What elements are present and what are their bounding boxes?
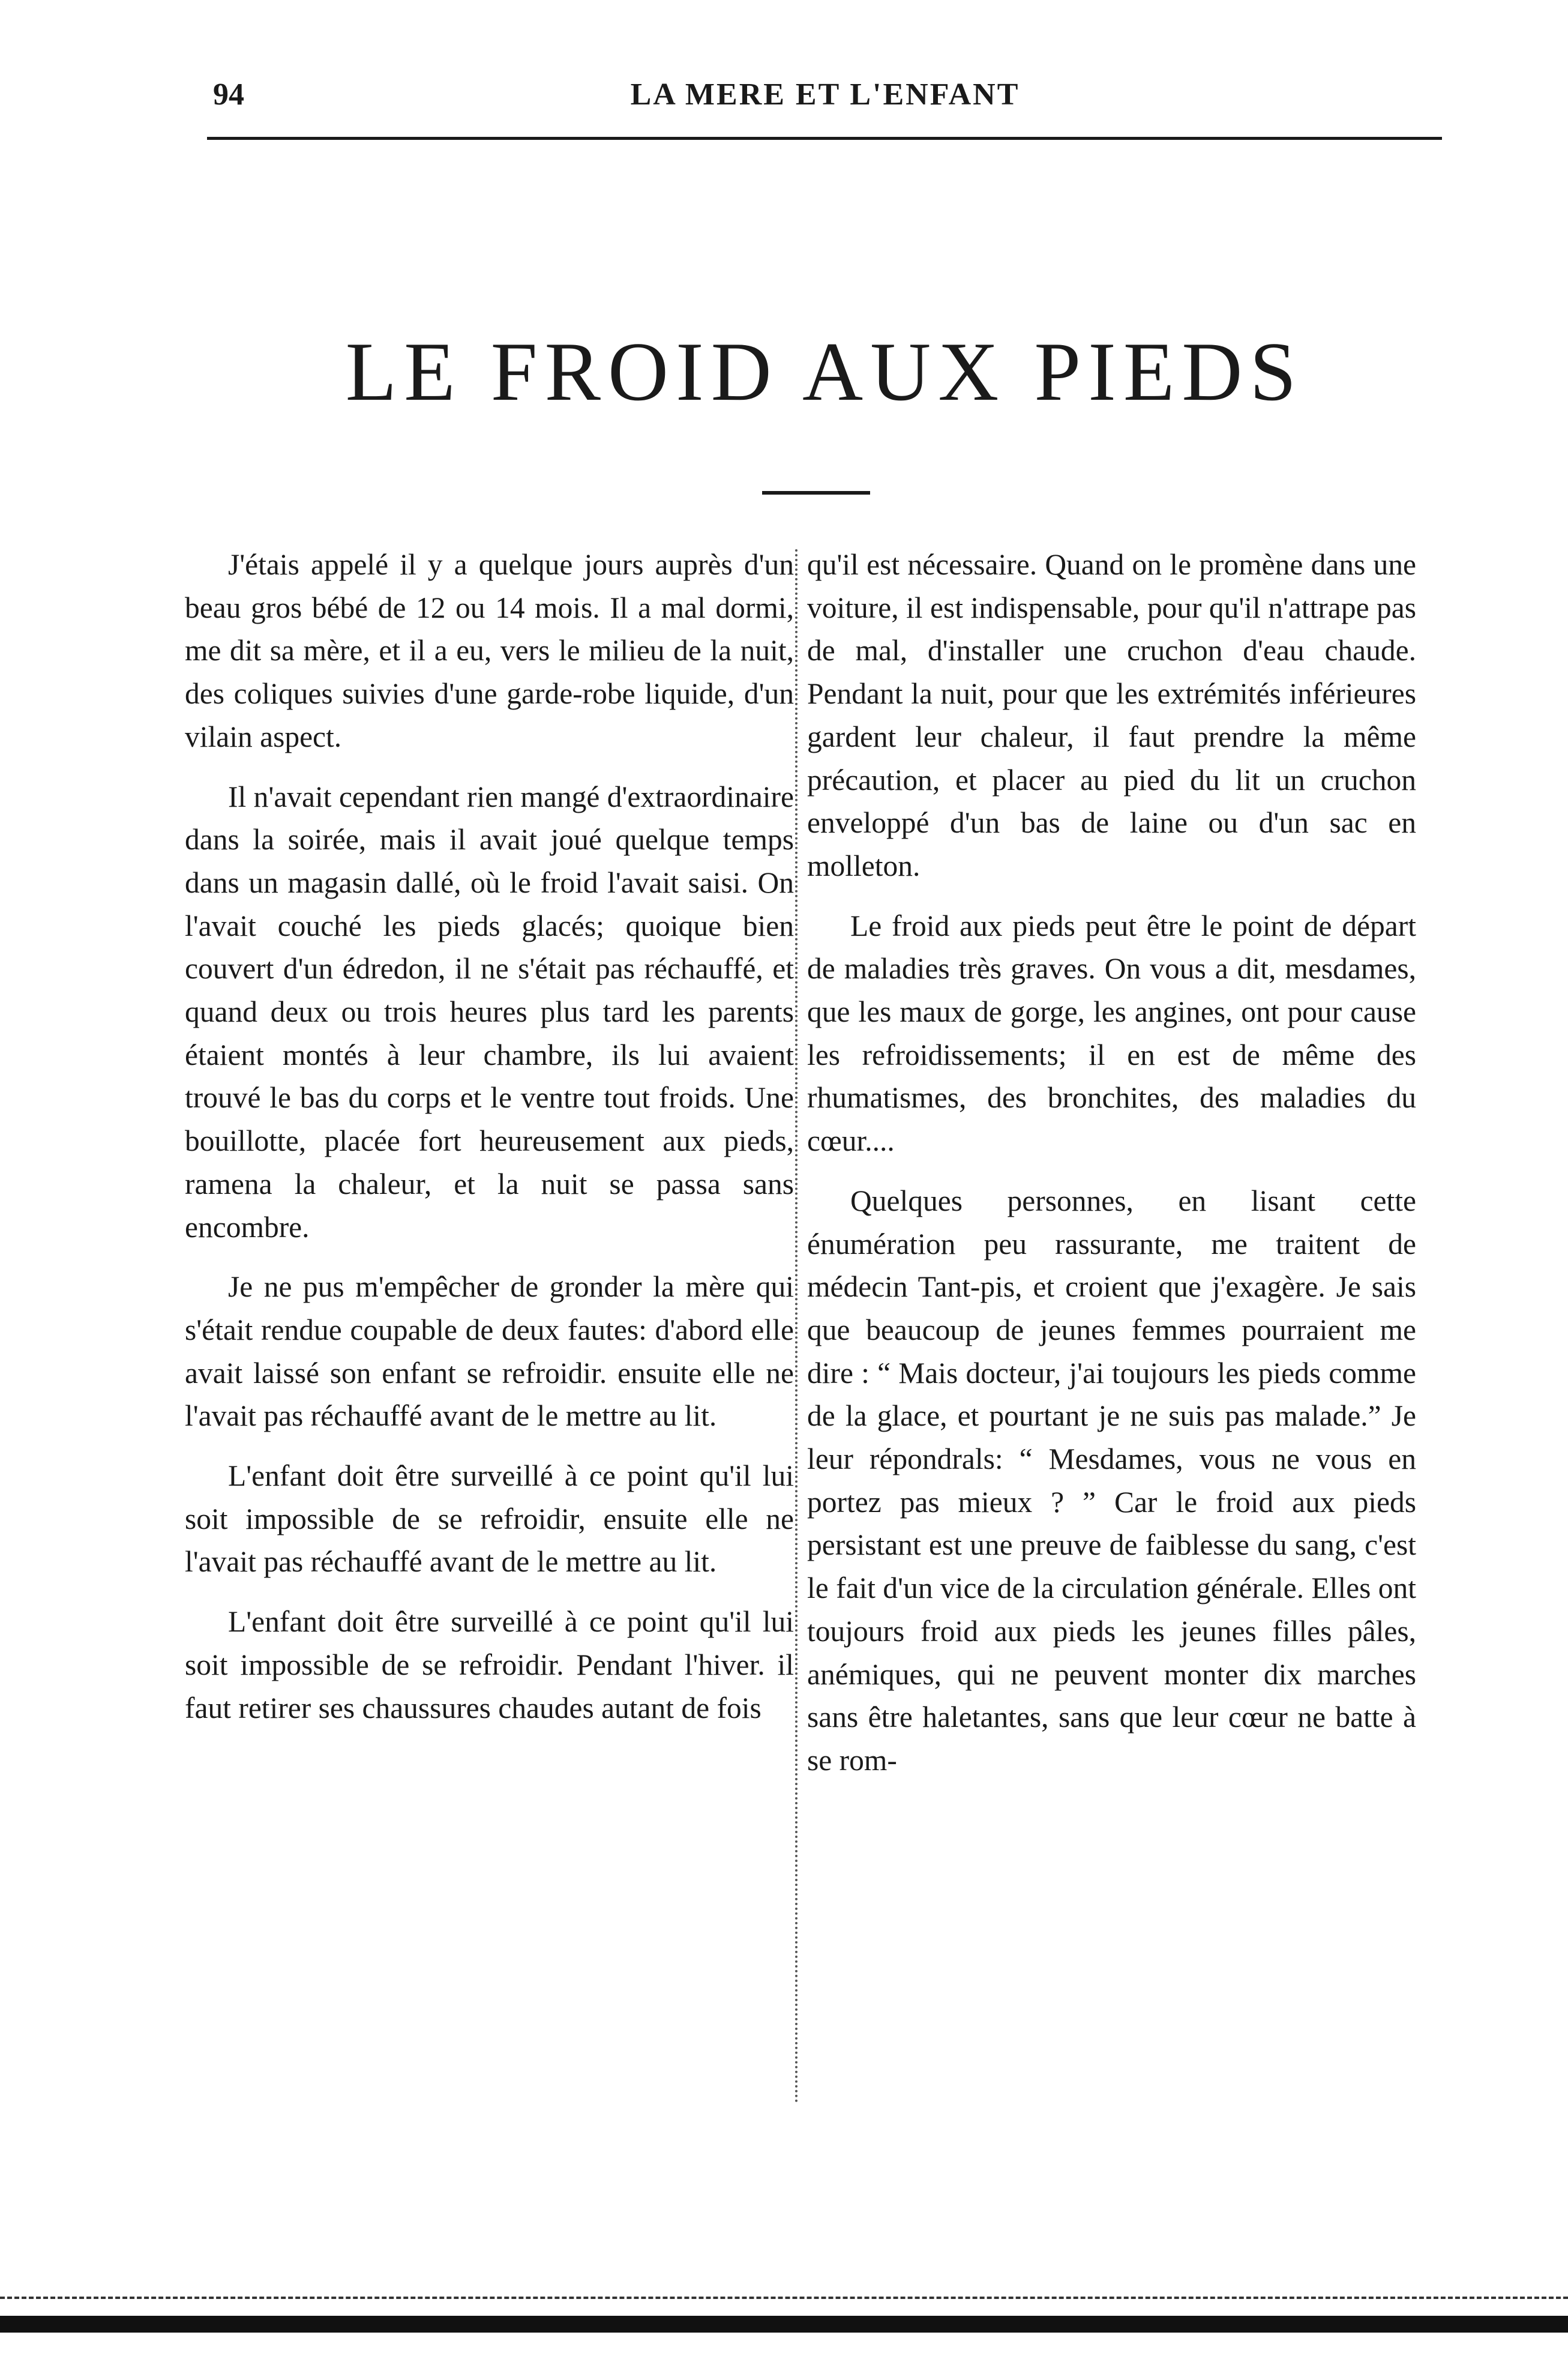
paragraph: L'enfant doit être surveillé à ce point qu'il lui soit impossible de se refroidir. Pendant l'hiver. il faut retirer ses chaussures chaudes autant de fois bbox=[185, 1605, 794, 1725]
footer-dashed-rule bbox=[0, 2297, 1568, 2301]
paragraph: Je ne pus m'empêcher de gronder la mère qui s'était rendue coupable de deux fautes: d'abord elle avait laissé son enfant se refroidir. ensuite elle ne l'avait pas réchauffé avant de le mettre au lit. bbox=[185, 1270, 794, 1433]
paragraph: qu'il est nécessaire. Quand on le promène dans une voiture, il est indispensable, pour qu'il n'attrape pas de mal, d'installer une cruchon d'eau chaude. Pendant la nuit, pour que les extrémités inférieures gardent leur chaleur, il faut prendre la même précaution, et placer au pied du lit un cruchon enveloppé d'un bas de laine ou d'un sac en molleton. bbox=[807, 548, 1416, 882]
title-divider bbox=[762, 491, 870, 495]
column-divider bbox=[795, 549, 798, 2104]
footer-bar bbox=[0, 2316, 1568, 2333]
page-header bbox=[213, 77, 1437, 125]
running-title: LA MERE ET L'ENFANT bbox=[630, 77, 1020, 112]
header-rule bbox=[207, 137, 1442, 140]
paragraph: Le froid aux pieds peut être le point de départ de maladies très graves. On vous a dit, mesdames, que les maux de gorge, les angines, ont pour cause les refroidissements; il en est de même des rhumatismes, des bronchites, des maladies du cœur.... bbox=[807, 909, 1416, 1158]
paragraph: Il n'avait cependant rien mangé d'extraordinaire dans la soirée, mais il avait joué quelque temps dans un magasin dallé, où le froid l'avait saisi. On l'avait couché les pieds glacés; quoique bien couvert d'un édredon, il ne s'était pas réchauffé, et quand deux ou trois heures plus tard les parents étaient montés à leur chambre, ils lui avaient trouvé le bas du corps et le ventre tout froids. Une bouillotte, placée fort heureusement aux pieds, ramena la chaleur, et la nuit se passa sans encombre. bbox=[185, 780, 794, 1244]
right-column bbox=[807, 543, 1416, 1782]
left-column bbox=[185, 543, 794, 1729]
paragraph: Quelques personnes, en lisant cette énumération peu rassurante, me traitent de médecin Tant-pis, et croient que j'exagère. Je sais que beaucoup de jeunes femmes pourraient me dire : “ Mais docteur, j'ai toujours les pieds comme de la glace, et pourtant je ne suis pas malade.” Je leur répondrals: “ Mesdames, vous ne vous en portez pas mieux ? ” Car le froid aux pieds persistant est une preuve de faiblesse du sang, c'est le fait d'un vice de la circulation générale. Elles ont toujours froid aux pieds les jeunes filles pâles, anémiques, qui ne peuvent monter dix marches sans être haletantes, sans que leur cœur ne batte à se rom- bbox=[807, 1184, 1416, 1777]
article-title: LE FROID AUX PIEDS bbox=[345, 325, 1304, 418]
page-number: 94 bbox=[213, 77, 244, 112]
paragraph: J'étais appelé il y a quelque jours auprès d'un beau gros bébé de 12 ou 14 mois. Il a mal dormi, me dit sa mère, et il a eu, vers le milieu de la nuit, des coliques suivies d'une garde-robe liquide, d'un vilain aspect. bbox=[185, 548, 794, 753]
paragraph: L'enfant doit être surveillé à ce point qu'il lui soit impossible de se refroidir, ensuite elle ne l'avait pas réchauffé avant de le mettre au lit. bbox=[185, 1459, 794, 1579]
